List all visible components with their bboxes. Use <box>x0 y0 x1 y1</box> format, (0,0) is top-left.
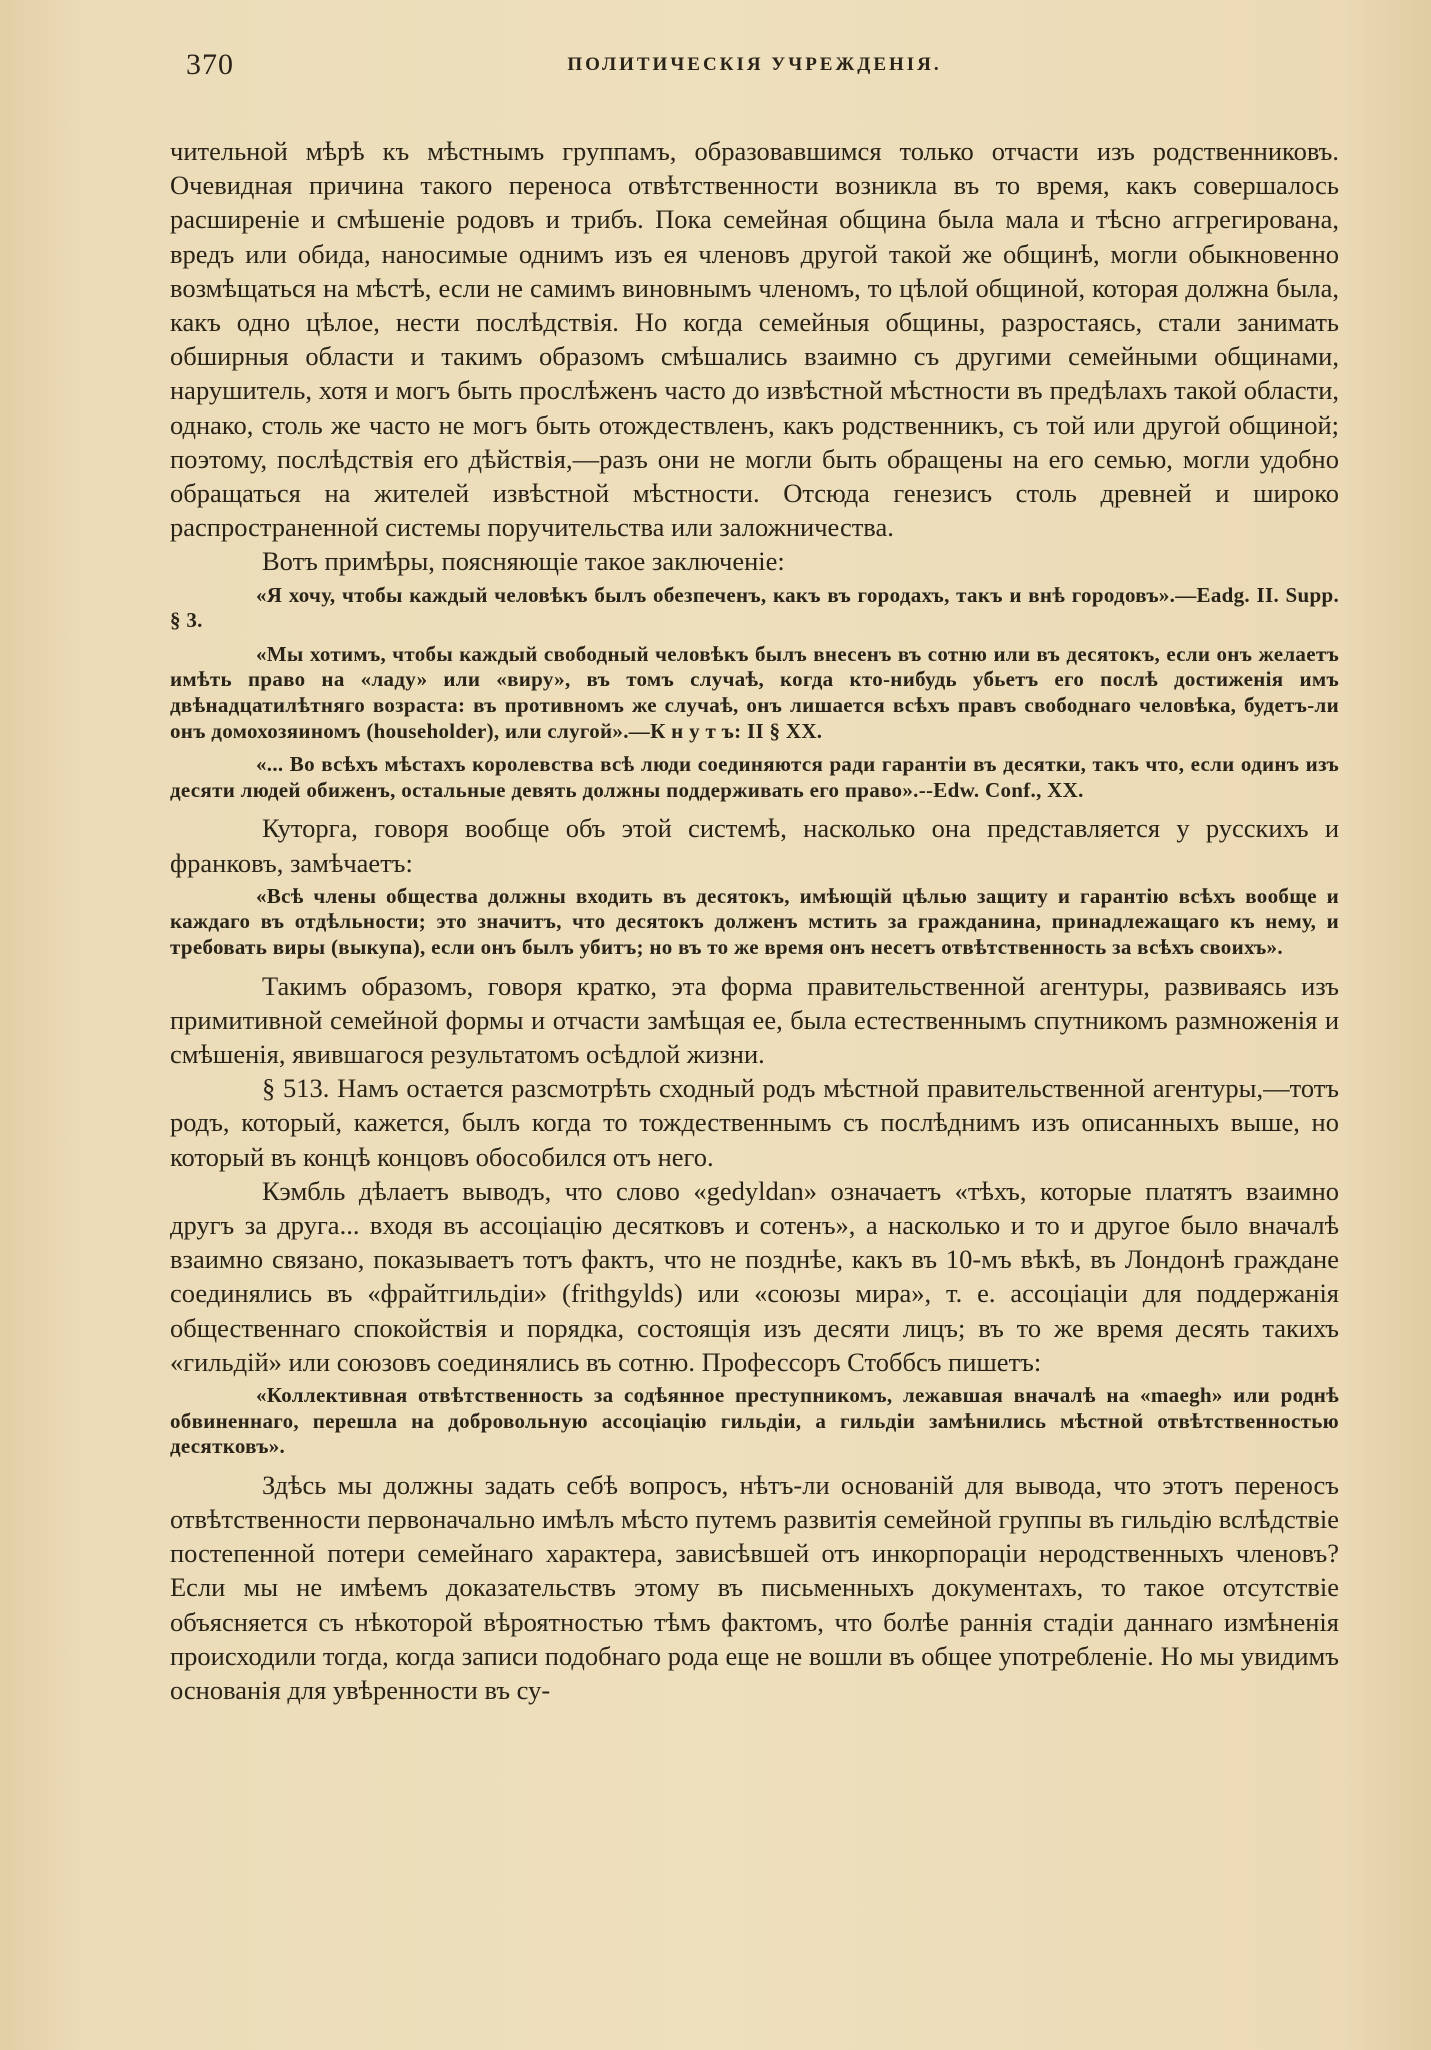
block-quote: «Я хочу, чтобы каждый человѣкъ былъ обезпеченъ, какъ въ городахъ, такъ и внѣ городовъ».—Eadg. II. Supp. § 3. <box>170 582 1339 633</box>
section-paragraph: § 513. Намъ остается разсмотрѣть сходный родъ мѣстной правительственной агентуры,—тотъ родъ, который, кажется, былъ когда то тождественнымъ съ послѣднимъ изъ описанныхъ выше, но который въ концѣ концовъ обособился отъ него. <box>170 1073 1339 1172</box>
block-quote: «Мы хотимъ, чтобы каждый свободный человѣкъ былъ внесенъ въ сотню или въ десятокъ, если онъ желаетъ имѣть право на «ладу» или «виру», въ томъ случаѣ, когда кто-нибудь убьетъ его послѣ достиженія имъ двѣнадцатилѣтняго возраста: въ противномъ же случаѣ, онъ лишается всѣхъ правъ свободнаго человѣка, будетъ-ли онъ домохозяиномъ (householder), или слугой».—К н у т ъ: II § XX. <box>170 641 1339 743</box>
page-number: 370 <box>186 48 234 81</box>
block-quote: «Коллективная отвѣтственность за содѣянное преступникомъ, лежавшая вначалѣ на «maegh» или роднѣ обвиненнаго, перешла на добровольную ассоціацію гильдіи, а гильдіи замѣнились мѣстной отвѣтственностью десятковъ». <box>170 1383 1339 1459</box>
body-paragraph: Здѣсь мы должны задать себѣ вопросъ, нѣтъ-ли основаній для вывода, что этотъ переносъ отвѣтственности первоначально имѣлъ мѣсто путемъ развитія семейной группы въ гильдію вслѣдствіе постепенной потери семейнаго характера, зависѣвшей отъ инкорпораціи неродственныхъ членовъ? Если мы не имѣемъ доказательствъ этому въ письменныхъ документахъ, то такое отсутствіе объясняется съ нѣкоторой вѣроятностью тѣмъ фактомъ, что болѣе раннія стадіи даннаго измѣненія происходили тогда, когда записи подобнаго рода еще не вошли въ общее употребленіе. Но мы увидимъ основанія для увѣренности въ су- <box>170 1469 1339 1706</box>
page-header <box>170 48 1339 88</box>
body-paragraph: Такимъ образомъ, говоря кратко, эта форма правительственной агентуры, развиваясь изъ примитивной семейной формы и отчасти замѣщая ее, была естественнымъ спутникомъ размноженія и смѣшенія, явившагося результатомъ осѣдлой жизни. <box>170 970 1339 1069</box>
body-paragraph: Кэмбль дѣлаетъ выводъ, что слово «gedyldan» означаетъ «тѣхъ, которые платятъ взаимно другъ за друга... входя въ ассоціацію десятковъ и сотенъ», а насколько и то и другое было вначалѣ взаимно связано, показываетъ тотъ фактъ, что не позднѣе, какъ въ 10-мъ вѣкѣ, въ Лондонѣ граждане соединялись въ «фрайтгильдіи» (frithgylds) или «союзы мира», т. е. ассоціаціи для поддержанія общественнаго спокойствія и порядка, состоящія изъ десяти лицъ; въ то же время десять такихъ «гильдій» или союзовъ соединялись въ сотню. Профессоръ Стоббсъ пишетъ: <box>170 1175 1339 1377</box>
body-paragraph: чительной мѣрѣ къ мѣстнымъ группамъ, образовавшимся только отчасти изъ родственниковъ. Очевидная причина такого переноса отвѣтственности возникла въ то время, какъ совершалось расширеніе и смѣшеніе родовъ и трибъ. Пока семейная община была мала и тѣсно аггрегирована, вредъ или обида, наносимые однимъ изъ ея членовъ другой такой же общинѣ, могли обыкновенно возмѣщаться на мѣстѣ, если не самимъ виновнымъ членомъ, то цѣлой общиной, которая должна была, какъ одно цѣлое, нести послѣдствія. Но когда семейныя общины, разростаясь, стали занимать обширныя области и такимъ образомъ смѣшались взаимно съ другими семейными общинами, нарушитель, хотя и могъ быть прослѣженъ часто до извѣстной мѣстности въ предѣлахъ такой области, однако, столь же часто не могъ быть отождествленъ, какъ родственникъ, съ той или другой общиной; поэтому, послѣдствія его дѣйствія,—разъ они не могли быть обращены на его семью, могли удобно обращаться на жителей извѣстной мѣстности. Отсюда генезисъ столь древней и широко распространенной системы поручительства или заложничества. <box>170 136 1339 543</box>
body-paragraph: Куторга, говоря вообще объ этой системѣ, насколько она представляется у русскихъ и франковъ, замѣчаетъ: <box>170 813 1339 878</box>
running-title: ПОЛИТИЧЕСКІЯ УЧРЕЖДЕНІЯ. <box>567 54 942 75</box>
block-quote: «... Во всѣхъ мѣстахъ королевства всѣ люди соединяются ради гарантіи въ десятки, такъ что, если одинъ изъ десяти людей обиженъ, остальные девять должны поддерживать его право».--Edw. Conf., XX. <box>170 752 1339 802</box>
body-paragraph: Вотъ примѣры, поясняющіе такое заключеніе: <box>262 546 785 577</box>
block-quote: «Всѣ члены общества должны входить въ десятокъ, имѣющій цѣлью защиту и гарантію всѣхъ вообще и каждаго въ отдѣльности; это значитъ, что десятокъ долженъ мстить за гражданина, принадлежащаго къ нему, и требовать виры (выкупа), если онъ былъ убитъ; но въ то же время онъ несетъ отвѣтственность за всѣхъ своихъ». <box>170 883 1339 959</box>
